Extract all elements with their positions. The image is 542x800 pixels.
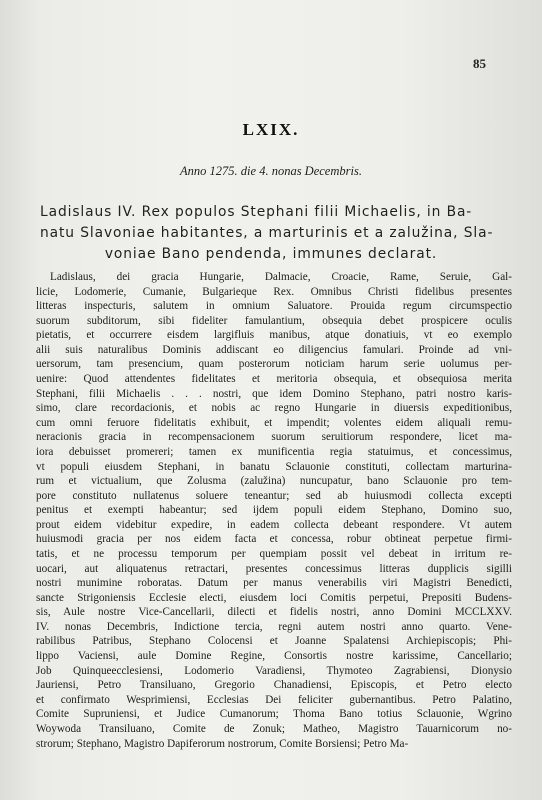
text-line: uocari, aut aliquatenus retractari, presentes concessimus litteras dupplicis sigilli <box>36 562 512 575</box>
text-line: litteras inspecturis, salutem in omnium Saluatore. Prouida regum circumspectio <box>36 300 512 313</box>
summary-line: natu Slavoniae habitantes, a marturinis et a zalužina, Sla- <box>40 225 494 241</box>
text-line: strorum; Stephano, Magistro Dapiferorum nostrorum, Comite Borsiensi; Petro Ma- <box>36 737 409 750</box>
text-line: nostri munimine roboratas. Datum per manus venerabilis viri Magistri Benedicti, <box>36 577 512 590</box>
summary-line: voniae Bano pendenda, immunes declarat. <box>104 246 438 262</box>
text-line: neracionis gracia in recompensacionem suorum seruitiorum respondere, licet ma- <box>36 431 512 444</box>
text-line: lippo Vaciensi, aule Domine Regine, Consortis nostre karissime, Cancellario; <box>36 650 512 663</box>
text-line: pietatis, et occurrere eisdem largifluis manibus, atque donatiuis, vt eo exemplo <box>36 329 512 342</box>
document-summary <box>40 202 502 265</box>
page-number: 85 <box>473 56 486 71</box>
text-line: IV. nonas Decembris, Indictione tercia, regni autem nostri anno quarto. Vene- <box>36 620 512 633</box>
text-line: tatis, et ne processu temporum per quempiam possit vel debeat in irritum re- <box>36 547 512 560</box>
summary-line: Ladislaus IV. Rex populos Stephani filii Michaelis, in Ba- <box>40 204 473 220</box>
text-line: Stephani, filii Michaelis . . . nostri, que idem Domino Stephano, patri nostro karis- <box>36 387 512 400</box>
text-line: Woywoda Transiluano, Comite de Zonuk; Matheo, Magistro Tauarnicorum no- <box>36 722 512 735</box>
text-line: pore constituto nullatenus soluere teneantur; sed ab huiusmodi collecta excepti <box>36 489 512 502</box>
text-line: Jauriensi, Petro Transiluano, Gregorio Chanadiensi, Episcopis, et Petro electo <box>36 679 512 692</box>
text-line: sancte Strigoniensis Ecclesie electi, eiusdem loci Comitis perpetui, Prepositi Budens- <box>36 591 512 604</box>
text-line: et confirmato Wesprimiensi, Ecclesias Dei feliciter gubernantibus. Petro Palatino, <box>36 693 512 706</box>
text-line: prout eidem videbitur expedire, in eadem collecta debeant respondere. Vt autem <box>36 518 512 531</box>
text-line: cum omni feruore fidelitatis exhibuit, et impendit; volentes eidem aliquali remu- <box>36 416 512 429</box>
text-line: Job Quinqueecclesiensi, Lodomerio Varadiensi, Thymoteo Zagrabiensi, Dionysio <box>36 664 512 677</box>
text-line: suorum subditorum, sibi fideliter famulantium, obsequia debet prospicere oculis <box>36 314 512 327</box>
text-line: licie, Lodomerie, Cumanie, Bulgarieque Rex. Omnibus Christi fidelibus presentes <box>36 285 512 298</box>
charter-text <box>36 270 512 751</box>
text-line: huiusmodi gracia per nos eidem facta et concessa, robur obtineat perpetue firmi- <box>36 533 512 546</box>
date-line: Anno 1275. die 4. nonas Decembris. <box>180 164 362 178</box>
text-line: rum et victualium, que Zolusma (zalužina) nuncupatur, bano Sclauonie pro tem- <box>36 475 512 488</box>
text-line: Comite Supruniensi, et Judice Cumanorum; Thoma Bano totius Sclauonie, Wgrino <box>36 708 512 721</box>
text-line: alii suis naturalibus Dominis addiscant eo diligencius famulari. Proinde ad vni- <box>36 343 512 356</box>
text-line: iora debuisset promereri; tamen ex munificentia regia statuimus, et concessimus, <box>36 445 512 458</box>
text-line: uenire: Quod attendentes fidelitates et meritoria obsequia, et obsequiosa merita <box>36 373 512 386</box>
text-line: sis, Aule nostre Vice-Cancellarii, dilecti et fidelis nostri, anno Domini MCCLXXV. <box>36 606 512 619</box>
text-line: penitus et exempti habeantur; sed ijdem populi eidem Stephano, Domino suo, <box>36 504 512 517</box>
document-number: LXIX. <box>242 120 300 139</box>
text-line: uersorum, tam presencium, quam posterorum noticiam harum serie uolumus per- <box>36 358 512 371</box>
text-line: rabilibus Patribus, Stephano Colocensi et Joanne Spalatensi Archiepiscopis; Phi- <box>36 635 512 648</box>
text-line: simo, clare recordacionis, et nobis ac regno Hungarie in diuersis expeditionibus, <box>36 402 512 415</box>
text-line: vt populi eiusdem Stephani, in banatu Sclauonie constituti, collectam marturina- <box>36 460 512 473</box>
text-line: Ladislaus, dei gracia Hungarie, Dalmacie, Croacie, Rame, Seruie, Gal- <box>50 271 512 283</box>
